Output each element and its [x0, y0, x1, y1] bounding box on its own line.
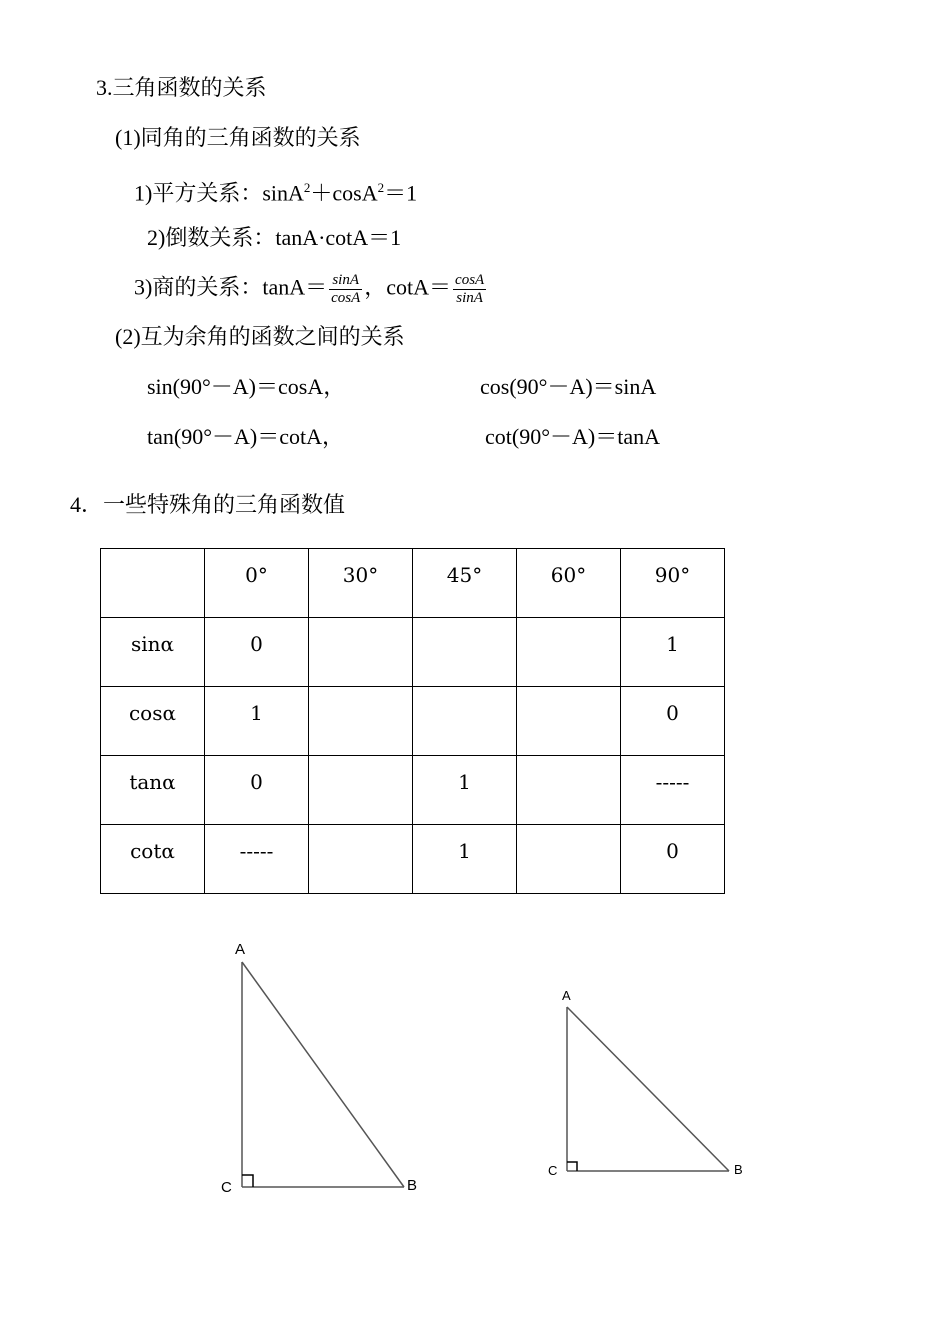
- side-ab: [567, 1007, 729, 1171]
- table-cell: cotα: [101, 825, 205, 894]
- section-3-title: 3.三角函数的关系: [96, 75, 267, 100]
- complementary-cos: cos(90°－A)＝sinA: [480, 374, 657, 399]
- table-row: [101, 687, 725, 756]
- fraction-cos-over-sin: [453, 272, 486, 307]
- fraction-2-denominator: sinA: [456, 290, 483, 306]
- vertex-label-b: B: [734, 1162, 743, 1177]
- table-cell: [309, 618, 413, 687]
- vertex-label-c: C: [548, 1163, 558, 1178]
- vertex-label-c: C: [221, 1179, 232, 1196]
- table-cell: 1: [413, 825, 517, 894]
- table-header-row: [101, 549, 725, 618]
- table-cell: tanα: [101, 756, 205, 825]
- quotient-relation: [134, 272, 488, 307]
- square-relation-part1: 1)平方关系：sinA: [134, 180, 304, 206]
- table-cell: 1: [621, 618, 725, 687]
- reciprocal-relation: 2)倒数关系：tanA·cotA＝1: [147, 225, 402, 250]
- table-cell: 30°: [309, 549, 413, 618]
- vertex-label-b: B: [407, 1177, 418, 1194]
- table-cell: sinα: [101, 618, 205, 687]
- section-4-title: 4．一些特殊角的三角函数值: [70, 492, 346, 517]
- quotient-prefix: 3)商的关系：tanA＝: [134, 274, 328, 300]
- complementary-heading: (2)互为余角的函数之间的关系: [115, 324, 405, 349]
- table-cell: [517, 756, 621, 825]
- table-cell: [101, 549, 205, 618]
- quotient-separator: ，cotA＝: [364, 274, 452, 300]
- vertex-label-a: A: [562, 988, 571, 1003]
- table-row: [101, 618, 725, 687]
- table-cell: cosα: [101, 687, 205, 756]
- right-angle-mark: [567, 1162, 577, 1171]
- table-cell: 0: [621, 825, 725, 894]
- square-relation: [134, 174, 417, 207]
- right-triangle-diagram-2: [540, 980, 760, 1190]
- table-cell: 90°: [621, 549, 725, 618]
- table-cell: [517, 618, 621, 687]
- complementary-cot: cot(90°－A)＝tanA: [485, 424, 660, 449]
- vertex-label-a: A: [235, 941, 246, 958]
- table-cell: -----: [205, 825, 309, 894]
- table-row: [101, 756, 725, 825]
- side-ab: [242, 962, 404, 1187]
- table-cell: [309, 687, 413, 756]
- table-row: [101, 825, 725, 894]
- table-cell: [309, 756, 413, 825]
- square-relation-part3: ＝1: [384, 180, 418, 206]
- table-cell: 0: [205, 756, 309, 825]
- table-cell: [309, 825, 413, 894]
- table-cell: 0: [621, 687, 725, 756]
- table-cell: [413, 687, 517, 756]
- table-cell: 0: [205, 618, 309, 687]
- fraction-sin-over-cos: [329, 272, 362, 307]
- same-angle-heading: (1)同角的三角函数的关系: [115, 125, 361, 150]
- special-angles-table: [100, 548, 725, 894]
- complementary-sin: sin(90°－A)＝cosA，: [147, 374, 346, 399]
- table-cell: 1: [413, 756, 517, 825]
- table-cell: [517, 687, 621, 756]
- fraction-1-numerator: sinA: [329, 272, 362, 290]
- exponent-2: 2: [377, 180, 385, 195]
- table-cell: [413, 618, 517, 687]
- table-cell: 60°: [517, 549, 621, 618]
- fraction-1-denominator: cosA: [331, 290, 361, 306]
- table-cell: 45°: [413, 549, 517, 618]
- table-cell: 1: [205, 687, 309, 756]
- right-triangle-diagram-1: [210, 930, 440, 1210]
- right-angle-mark: [242, 1175, 253, 1187]
- fraction-2-numerator: cosA: [455, 272, 485, 288]
- table-cell: 0°: [205, 549, 309, 618]
- table-cell: -----: [621, 756, 725, 825]
- exponent-1: 2: [303, 180, 311, 195]
- table-cell: [517, 825, 621, 894]
- complementary-tan: tan(90°－A)＝cotA，: [147, 424, 344, 449]
- square-relation-part2: ＋cosA: [310, 180, 378, 206]
